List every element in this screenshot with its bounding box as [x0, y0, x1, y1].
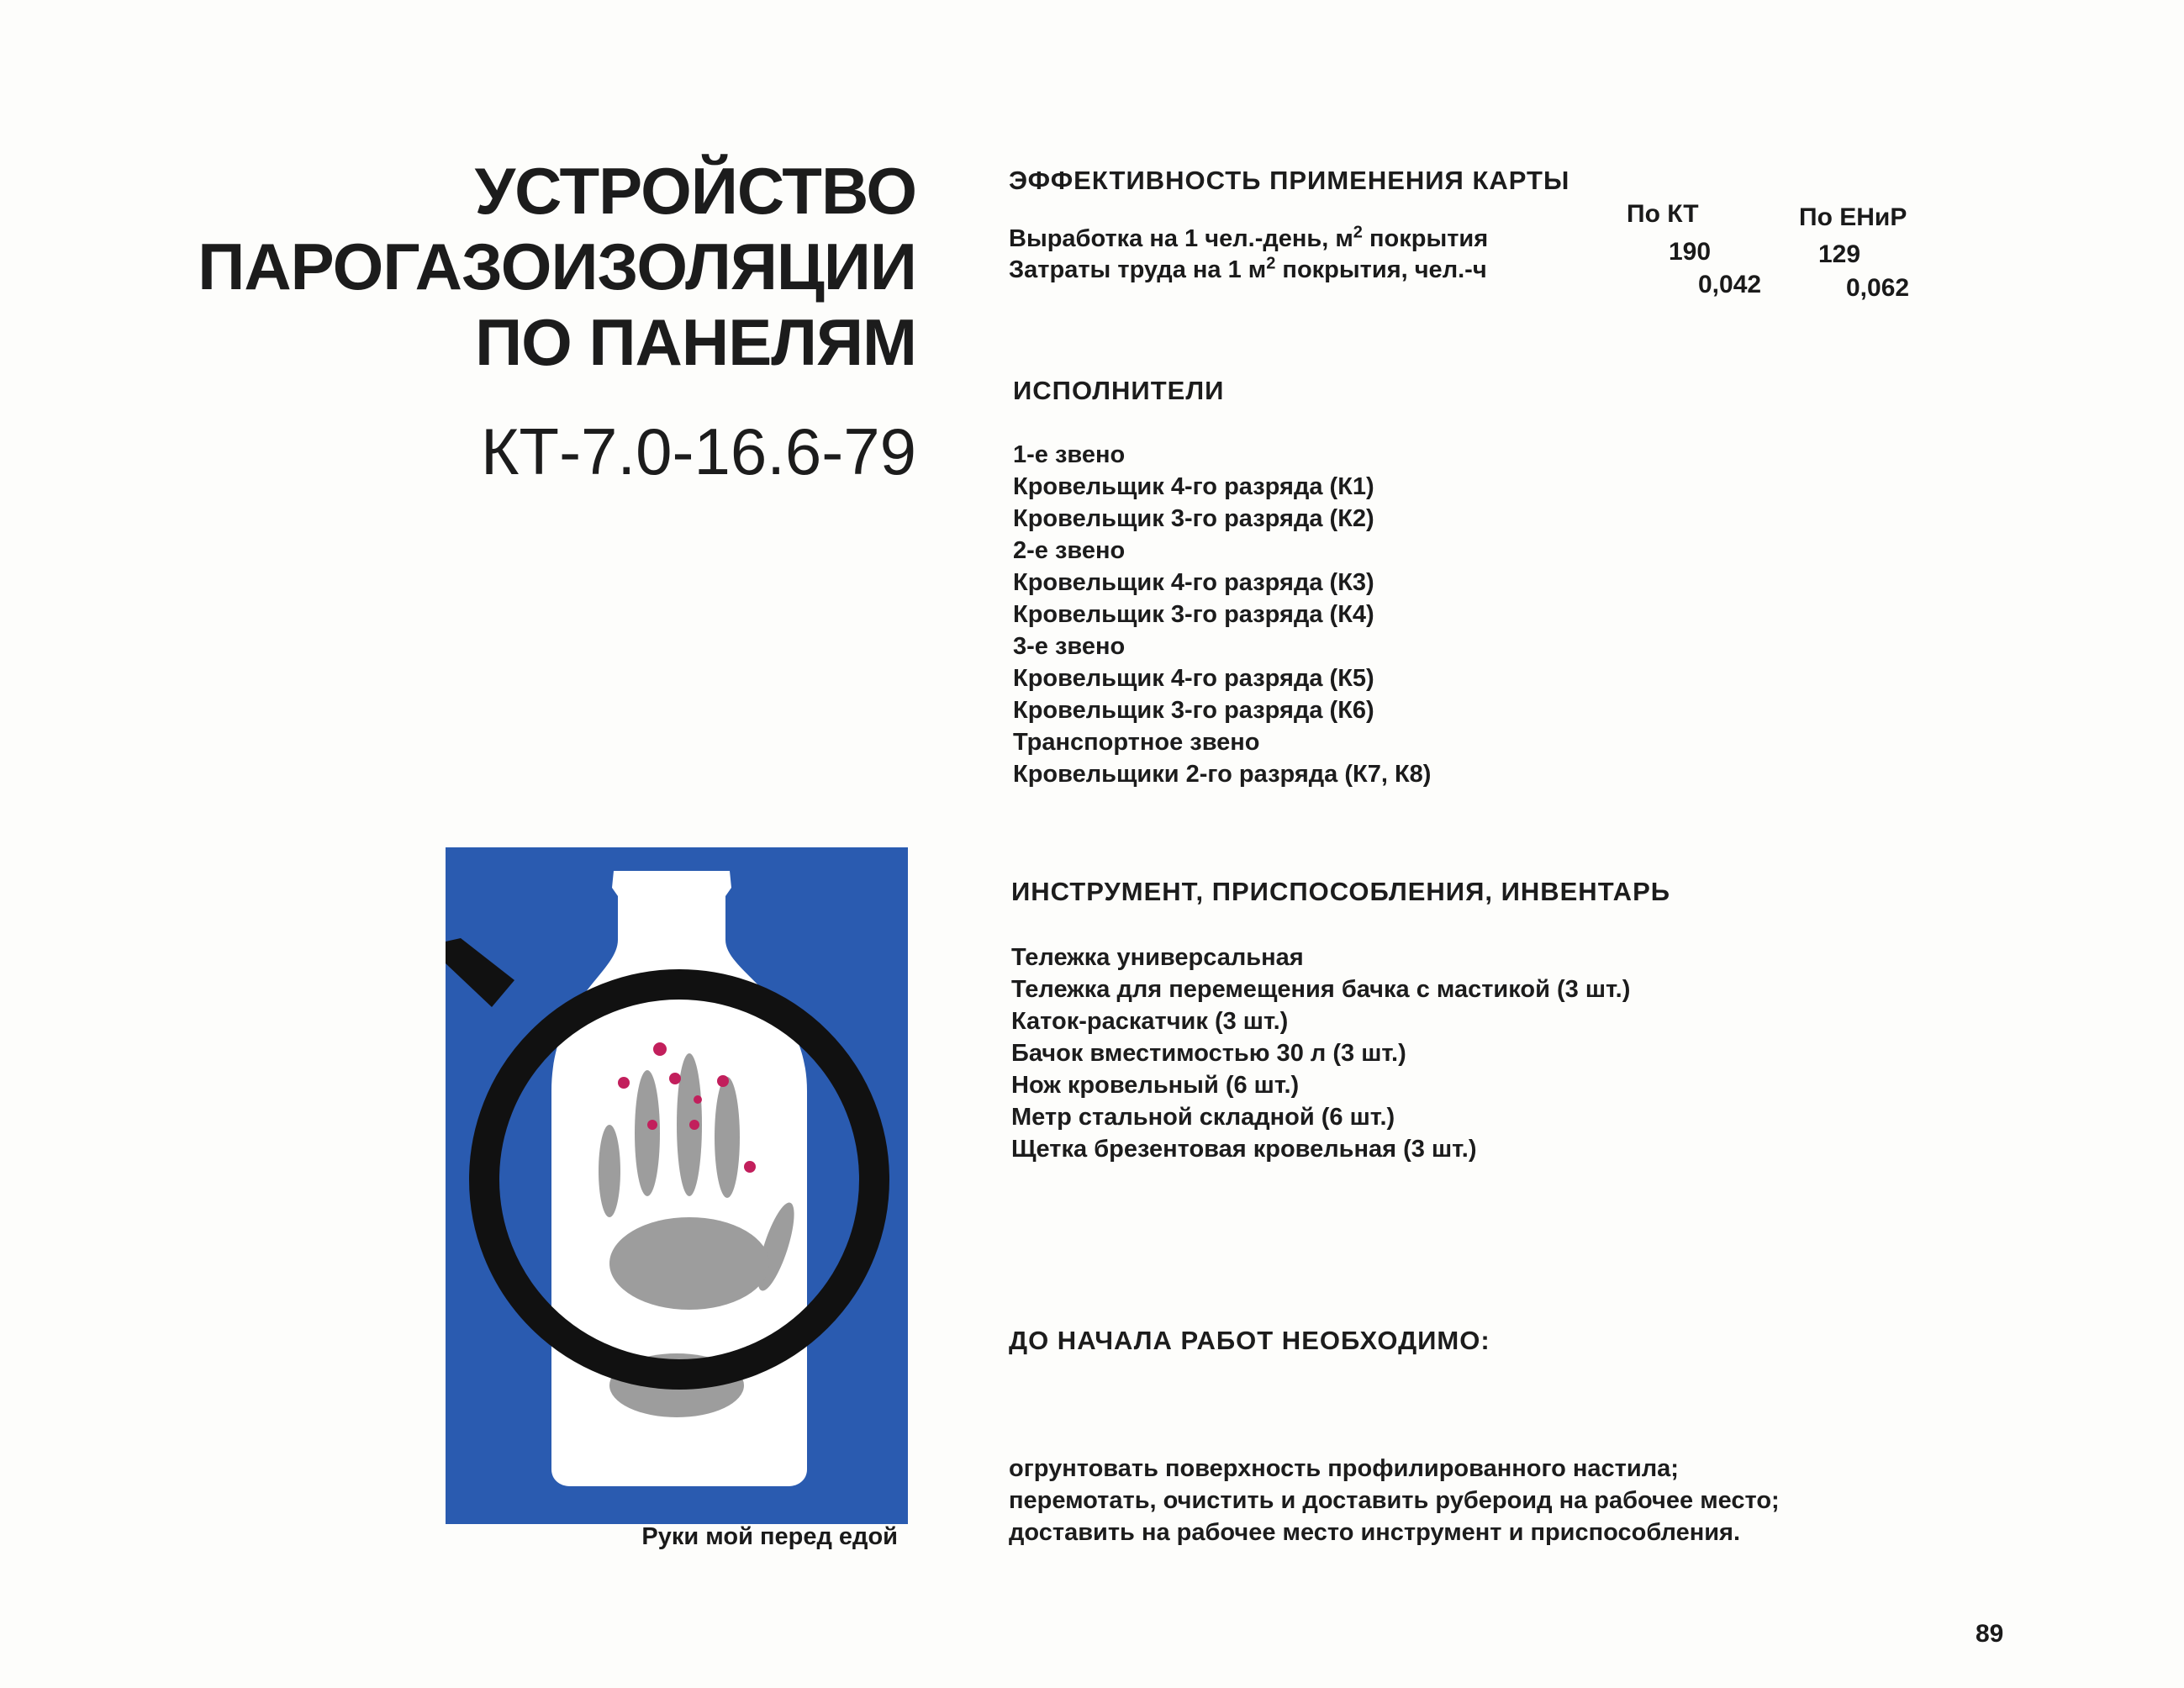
efficiency-heading: ЭФФЕКТИВНОСТЬ ПРИМЕНЕНИЯ КАРТЫ — [1009, 166, 1570, 195]
metric-output-label — [1009, 225, 1488, 253]
performer-item: 3-е звено — [1013, 633, 1126, 660]
metric-output-label-post: покрытия — [1362, 225, 1489, 252]
tool-item: Бачок вместимостью 30 л (3 шт.) — [1011, 1040, 1406, 1067]
metric-output-enir: 129 — [1818, 240, 1861, 268]
performer-item: Кровельщик 3-го разряда (К4) — [1013, 601, 1374, 628]
metric-output-kt: 190 — [1669, 238, 1712, 266]
before-work-item: огрунтовать поверхность профилированного настила; — [1009, 1455, 1679, 1482]
performer-item: 2-е звено — [1013, 537, 1126, 564]
metric-output-label-sup: 2 — [1353, 223, 1363, 242]
before-work-item: доставить на рабочее место инструмент и приспособления. — [1009, 1519, 1741, 1546]
performer-item: Кровельщик 4-го разряда (К3) — [1013, 569, 1374, 596]
tool-item: Тележка для перемещения бачка с мастикой (3 шт.) — [1011, 976, 1631, 1003]
before-work-item: перемотать, очистить и доставить рубероид на рабочее место; — [1009, 1487, 1780, 1514]
tool-item: Метр стальной складной (6 шт.) — [1011, 1104, 1395, 1131]
tool-item: Тележка универсальная — [1011, 944, 1304, 971]
title-line-3: ПО ПАНЕЛЯМ — [475, 305, 916, 379]
performer-item: 1-е звено — [1013, 441, 1126, 468]
page-title — [193, 153, 916, 489]
metric-labor-label — [1009, 256, 1487, 284]
before-work-heading: ДО НАЧАЛА РАБОТ НЕОБХОДИМО: — [1009, 1326, 1490, 1355]
tool-item: Щетка брезентовая кровельная (3 шт.) — [1011, 1136, 1477, 1163]
tool-item: Нож кровельный (6 шт.) — [1011, 1072, 1300, 1099]
tools-list — [1011, 942, 1630, 1165]
before-work-list — [1009, 1453, 1780, 1548]
performer-item: Кровельщик 4-го разряда (К5) — [1013, 665, 1374, 692]
performer-item: Кровельщик 3-го разряда (К2) — [1013, 505, 1374, 532]
poster-caption: Руки мой перед едой — [641, 1523, 898, 1550]
card-code: КТ-7.0-16.6-79 — [480, 414, 916, 488]
metric-labor-label-sup: 2 — [1266, 254, 1276, 273]
column-header-kt: По КТ — [1627, 200, 1699, 228]
column-header-enir: По ЕНиР — [1799, 203, 1907, 231]
tool-item: Каток-раскатчик (3 шт.) — [1011, 1008, 1289, 1035]
performers-heading: ИСПОЛНИТЕЛИ — [1013, 376, 1225, 405]
page-number: 89 — [1976, 1620, 2004, 1648]
hygiene-poster — [446, 847, 908, 1524]
performer-item: Кровельщик 3-го разряда (К6) — [1013, 697, 1374, 724]
metric-labor-label-pre: Затраты труда на 1 м — [1009, 256, 1267, 283]
metric-output-label-pre: Выработка на 1 чел.-день, м — [1009, 225, 1353, 252]
title-line-2: ПАРОГАЗОИЗОЛЯЦИИ — [198, 229, 916, 303]
title-line-1: УСТРОЙСТВО — [474, 154, 916, 228]
performer-item: Кровельщик 4-го разряда (К1) — [1013, 473, 1374, 500]
metric-labor-label-post: покрытия, чел.-ч — [1275, 256, 1487, 283]
metric-labor-kt: 0,042 — [1698, 271, 1762, 298]
performer-item: Транспортное звено — [1013, 729, 1260, 756]
performer-item: Кровельщики 2-го разряда (К7, К8) — [1013, 761, 1432, 788]
metric-labor-enir: 0,062 — [1846, 274, 1910, 302]
tools-heading: ИНСТРУМЕНТ, ПРИСПОСОБЛЕНИЯ, ИНВЕНТАРЬ — [1011, 877, 1671, 906]
performers-list — [1013, 439, 1431, 790]
